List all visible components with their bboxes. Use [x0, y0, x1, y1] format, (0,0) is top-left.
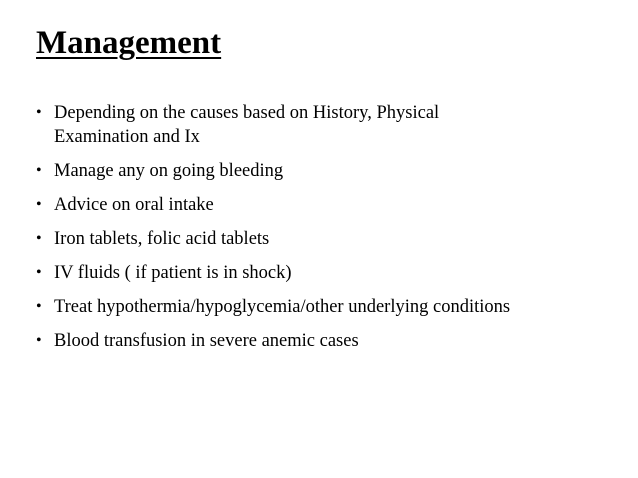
bullet-text: IV fluids ( if patient is in shock) — [54, 263, 292, 283]
bullet-list — [36, 101, 616, 363]
bullet-item — [36, 159, 616, 183]
bullet-text: Treat hypothermia/hypoglycemia/other underlying conditions — [54, 297, 511, 317]
bullet-icon: • — [36, 162, 42, 179]
bullet-item — [36, 227, 616, 251]
bullet-item — [36, 101, 616, 149]
bullet-icon: • — [36, 332, 42, 349]
bullet-text: Advice on oral intake — [54, 195, 214, 215]
bullet-icon: • — [36, 230, 42, 247]
bullet-icon: • — [36, 196, 42, 213]
bullet-text-continued: Examination and Ix — [54, 127, 200, 147]
slide-title: Management — [36, 25, 222, 61]
bullet-text: Manage any on going bleeding — [54, 161, 284, 181]
bullet-item — [36, 193, 616, 217]
bullet-icon: • — [36, 104, 42, 121]
bullet-icon: • — [36, 264, 42, 281]
bullet-item — [36, 329, 616, 353]
bullet-item — [36, 295, 616, 319]
bullet-item — [36, 261, 616, 285]
bullet-text: Depending on the causes based on History, Physical — [54, 103, 440, 123]
bullet-text: Iron tablets, folic acid tablets — [54, 229, 270, 249]
bullet-text: Blood transfusion in severe anemic cases — [54, 331, 359, 351]
bullet-icon: • — [36, 298, 42, 315]
